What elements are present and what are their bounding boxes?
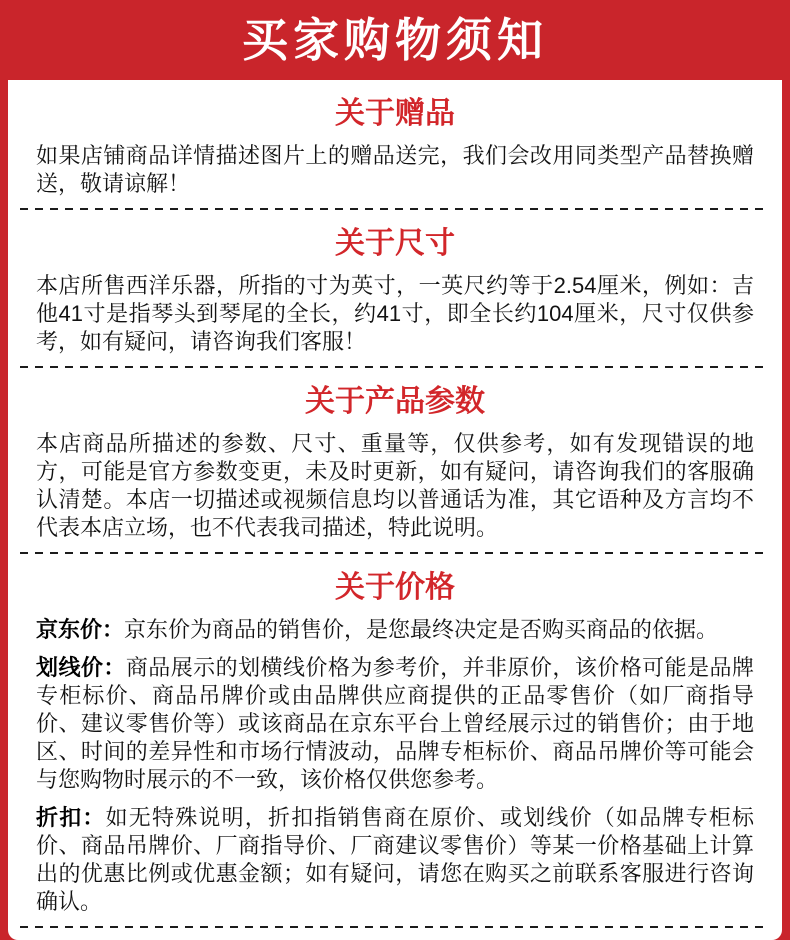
section-parameters (8, 368, 782, 552)
paragraph-text: 本店商品所描述的参数、尺寸、重量等，仅供参考，如有发现错误的地方，可能是官方参数变更，未及时更新，如有疑问，请咨询我们的客服确认清楚。本店一切描述或视频信息均以普通话为准，其它语种及方言均不代表本店立场，也不代表我司描述，特此说明。 (36, 431, 754, 540)
dashed-divider (20, 926, 770, 928)
page-title: 买家购物须知 (242, 14, 548, 66)
page-header (0, 0, 790, 80)
section-paragraph (36, 142, 754, 198)
paragraph-text: 京东价为商品的销售价，是您最终决定是否购买商品的依据。 (124, 617, 719, 642)
paragraph-text: 如果店铺商品详情描述图片上的赠品送完，我们会改用同类型产品替换赠送，敬请谅解！ (36, 143, 754, 196)
section-body-price (36, 616, 754, 916)
paragraph-text: 如无特殊说明，折扣指销售商在原价、或划线价（如品牌专柜标价、商品吊牌价、厂商指导价、厂商建议零售价）等某一价格基础上计算出的优惠比例或优惠金额；如有疑问，请您在购买之前联系客服进行咨询确认。 (36, 805, 754, 914)
section-price (8, 554, 782, 926)
section-gifts (8, 80, 782, 208)
paragraph-text: 本店所售西洋乐器，所指的寸为英寸，一英尺约等于2.54厘米，例如：吉他41寸是指琴头到琴尾的全长，约41寸，即全长约104厘米，尺寸仅供参考，如有疑问，请咨询我们客服！ (36, 273, 754, 354)
price-term-label-jd: 京东价： (36, 617, 125, 642)
price-term-label-strikethrough: 划线价： (36, 655, 126, 680)
notice-card (8, 80, 782, 940)
section-heading-parameters: 关于产品参数 (305, 385, 485, 418)
section-size (8, 210, 782, 366)
section-body-parameters (36, 430, 754, 542)
section-body-gifts (36, 142, 754, 198)
section-paragraph (36, 654, 754, 794)
section-paragraph (36, 272, 754, 356)
section-heading-price: 关于价格 (335, 571, 455, 604)
paragraph-text: 商品展示的划横线价格为参考价，并非原价，该价格可能是品牌专柜标价、商品吊牌价或由品牌供应商提供的正品零售价（如厂商指导价、建议零售价等）或该商品在京东平台上曾经展示过的销售价；由于地区、时间的差异性和市场行情波动，品牌专柜标价、商品吊牌价等可能会与您购物时展示的不一致，该价格仅供您参考。 (36, 655, 754, 792)
section-paragraph (36, 430, 754, 542)
section-heading-size: 关于尺寸 (335, 227, 455, 260)
section-body-size (36, 272, 754, 356)
section-paragraph (36, 804, 754, 916)
section-heading-gifts: 关于赠品 (335, 97, 455, 130)
price-term-label-discount: 折扣： (36, 805, 106, 830)
section-paragraph (36, 616, 754, 644)
